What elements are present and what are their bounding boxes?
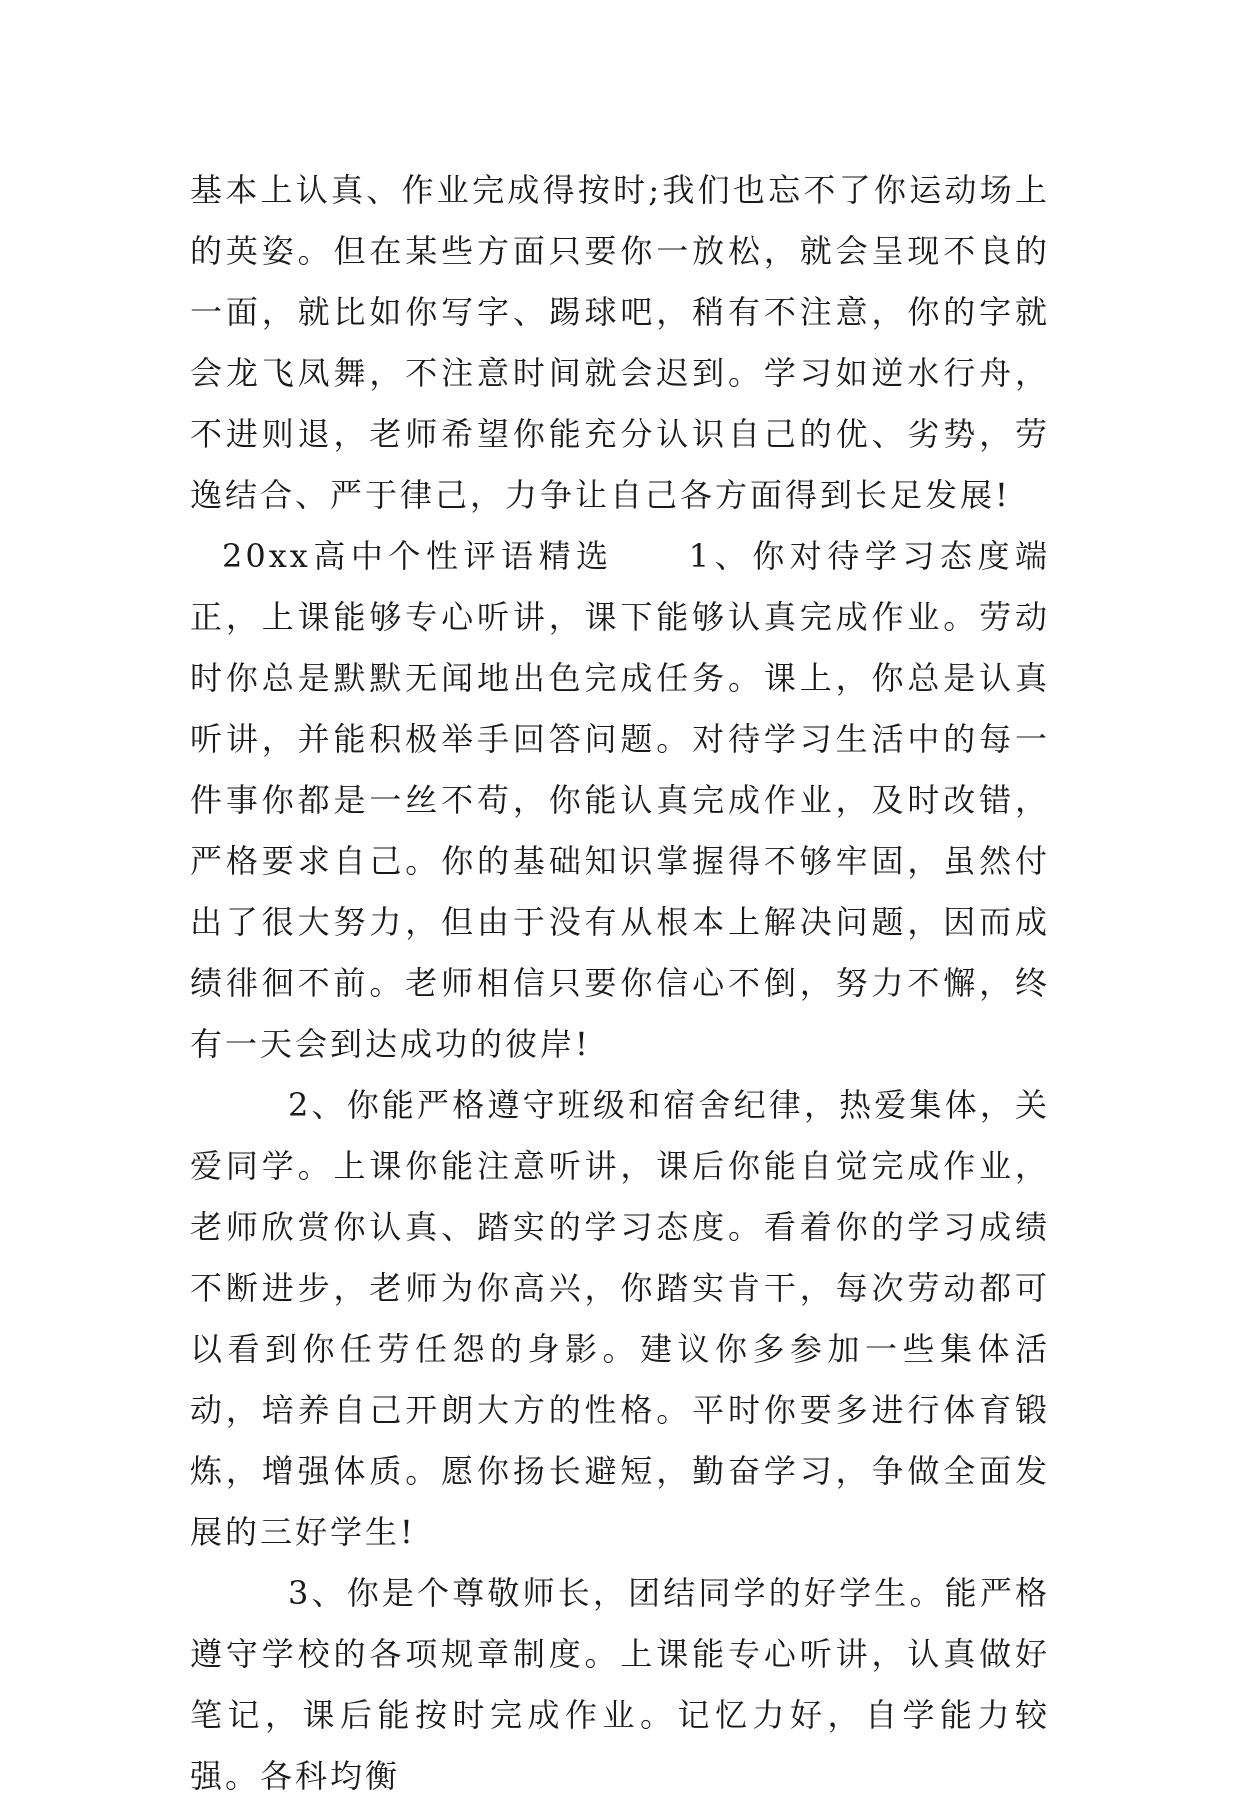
paragraph-section-heading: 20xx高中个性评语精选 1、你对待学习态度端正，上课能够专心听讲，课下能够认真完成作业。劳动时你总是默默无闻地出色完成任务。课上，你总是认真听讲，并能积极举手回答问题。对待学习生活中的每一件事你都是一丝不苟，你能认真完成作业，及时改错，严格要求自己。你的基础知识掌握得不够牢固，虽然付出了很大努力，但由于没有从根本上解决问题，因而成绩徘徊不前。老师相信只要你信心不倒，努力不懈，终有一天会到达成功的彼岸! — [190, 537, 1050, 1063]
paragraph-continued: 基本上认真、作业完成得按时;我们也忘不了你运动场上的英姿。但在某些方面只要你一放松，就会呈现不良的一面，就比如你写字、踢球吧，稍有不注意，你的字就会龙飞凤舞，不注意时间就会迟到。学习如逆水行舟，不进则退，老师希望你能充分认识自己的优、劣势，劳逸结合、严于律己，力争让自己各方面得到长足发展! — [190, 171, 1050, 514]
document-body — [190, 160, 1050, 1807]
paragraph-item-3: 3、你是个尊敬师长，团结同学的好学生。能严格遵守学校的各项规章制度。上课能专心听讲，认真做好笔记，课后能按时完成作业。记忆力好，自学能力较强。各科均衡 — [190, 1574, 1050, 1795]
paragraph-item-2: 2、你能严格遵守班级和宿舍纪律，热爱集体，关爱同学。上课你能注意听讲，课后你能自觉完成作业，老师欣赏你认真、踏实的学习态度。看着你的学习成绩不断进步，老师为你高兴，你踏实肯干，每次劳动都可以看到你任劳任怨的身影。建议你多参加一些集体活动，培养自己开朗大方的性格。平时你要多进行体育锻炼，增强体质。愿你扬长避短，勤奋学习，争做全面发展的三好学生! — [190, 1086, 1050, 1551]
